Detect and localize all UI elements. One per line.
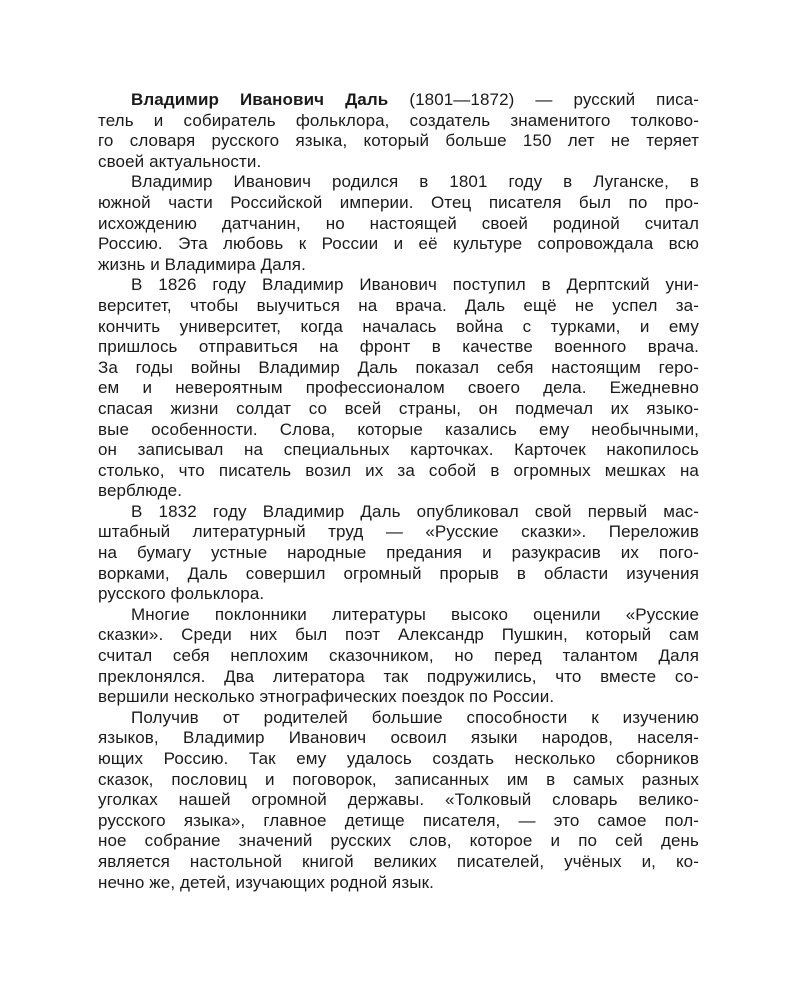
text-line: уголках нашей огромной державы. «Толковый словарь велико- [98, 790, 699, 810]
text-line: южной части Российской империи. Отец писателя был по про- [98, 192, 699, 212]
text-line: Многие поклонники литературы высоко оценили «Русские [131, 604, 699, 624]
text-line: жизнь и Владимира Даля. [98, 254, 306, 274]
text-line: ющих Россию. Так ему удалось создать несколько сборников [98, 749, 699, 768]
text-line: ем и невероятным профессионалом своего дела. Ежедневно [98, 378, 699, 398]
text-line: пришлось отправиться на фронт в качестве военного врача. [98, 337, 699, 357]
paragraph [98, 90, 699, 172]
text-line: он записывал на специальных карточках. Карточек накопилось [98, 440, 699, 460]
page-text [98, 90, 699, 893]
paragraph [98, 708, 699, 893]
text-line: столько, что писатель возил их за собой в огромных мешках на [98, 460, 699, 480]
text-line: В 1832 году Владимир Даль опубликовал свой первый мас- [131, 501, 699, 521]
paragraph [98, 502, 699, 605]
text-line: го словаря русского языка, который больше 150 лет не теряет [98, 131, 699, 151]
text-line: исхождению датчанин, но настоящей своей родиной считал [98, 213, 699, 233]
text-line: русского языка», главное детище писателя, — это самое пол- [98, 810, 699, 830]
text-line: является настольной книгой великих писателей, учёных и, ко- [98, 851, 699, 871]
text-line: нечно же, детей, изучающих родной язык. [98, 872, 434, 892]
text-line: вые особенности. Слова, которые казались ему необычными, [98, 419, 699, 439]
text-line: За годы войны Владимир Даль показал себя настоящим геро- [98, 357, 699, 377]
text-line: ное собрание значений русских слов, которое и по сей день [98, 831, 699, 851]
text-line: вершили несколько этнографических поездок по России. [98, 687, 555, 707]
paragraph [98, 275, 699, 502]
text-line: Владимир Иванович Даль (1801—1872) — русский писа- [131, 90, 699, 109]
text-line: тель и собиратель фольклора, создатель знаменитого толково- [98, 110, 699, 130]
text-line: русского фольклора. [98, 584, 265, 604]
text-line: на бумагу устные народные предания и разукрасив их пого- [98, 543, 699, 563]
text-line: преклонялся. Два литератора так подружились, что вместе со- [98, 666, 699, 686]
text-line: Владимир Иванович родился в 1801 году в Луганске, в [131, 172, 699, 192]
text-line: верблюде. [98, 481, 183, 501]
text-line: считал себя неплохим сказочником, но перед талантом Даля [98, 646, 699, 666]
paragraph [98, 605, 699, 708]
text-line: В 1826 году Владимир Иванович поступил в Дерптский уни- [131, 275, 699, 295]
text-line: языков, Владимир Иванович освоил языки народов, населя- [98, 728, 699, 748]
text-line: сказки». Среди них был поэт Александр Пушкин, который сам [98, 625, 699, 645]
text-line: штабный литературный труд — «Русские сказки». Переложив [98, 522, 699, 542]
text-line: Россию. Эта любовь к России и её культуре сопровождала всю [98, 234, 699, 254]
text-line: ворками, Даль совершил огромный прорыв в области изучения [98, 563, 699, 583]
paragraph [98, 172, 699, 275]
text-line: верситет, чтобы выучиться на врача. Даль ещё не успел за- [98, 295, 699, 315]
subject-name-bold: Владимир Иванович Даль [131, 90, 389, 109]
text-line: спасая жизни солдат со всей страны, он подмечал их языко- [98, 398, 699, 418]
text-line: своей актуальности. [98, 151, 262, 171]
text-line: сказок, пословиц и поговорок, записанных им в самых разных [98, 769, 699, 789]
text-line: кончить университет, когда началась война с турками, и ему [98, 316, 699, 336]
text-line: Получив от родителей большие способности к изучению [131, 707, 699, 727]
